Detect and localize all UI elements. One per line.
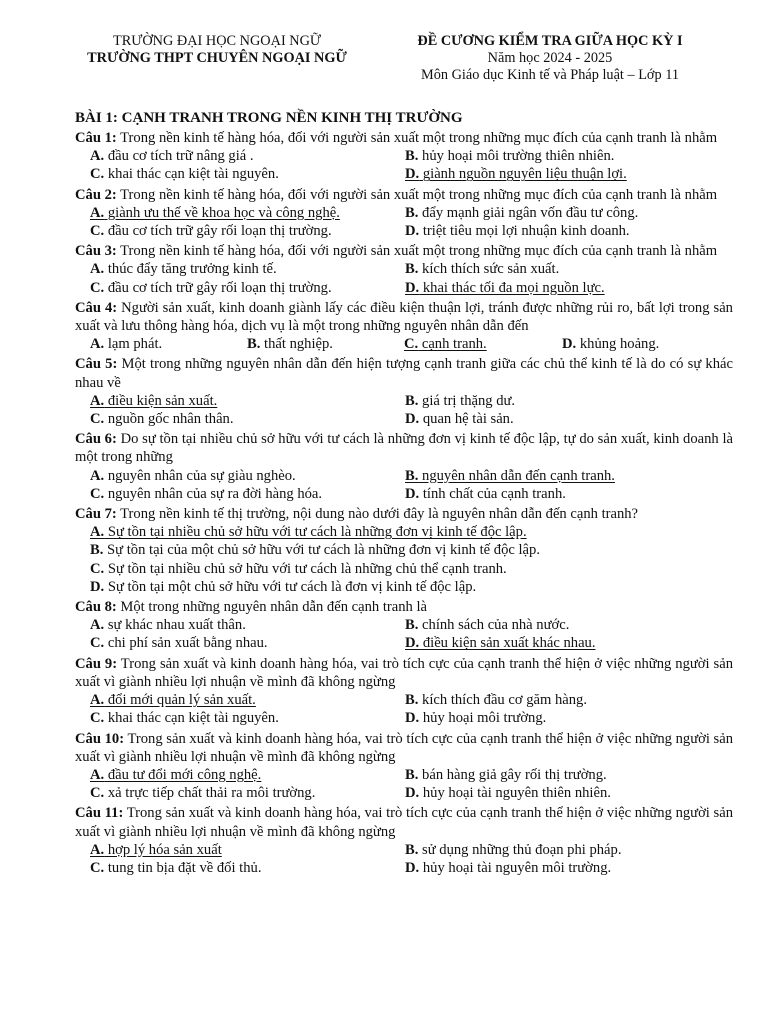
question-label: Câu 9:	[75, 655, 118, 672]
option-text: điều kiện sản xuất khác nhau.	[419, 635, 596, 652]
exam-info-block	[390, 33, 710, 84]
answer-option-content	[405, 785, 611, 801]
answer-option-content	[90, 486, 322, 502]
option-text: đẩy mạnh giải ngân vốn đầu tư công.	[418, 204, 639, 221]
question	[75, 730, 733, 803]
answer-option-content	[405, 205, 638, 221]
answer-option-content	[405, 223, 630, 239]
answer-option-correct	[90, 692, 256, 708]
option-text: quan hệ tài sản.	[419, 411, 514, 428]
answer-option	[90, 616, 405, 634]
option-letter: A.	[90, 204, 105, 221]
question-label: Câu 6:	[75, 431, 117, 448]
answer-option	[90, 784, 405, 802]
answer-option	[405, 467, 730, 485]
question	[75, 242, 733, 297]
answer-option-content	[90, 166, 279, 182]
option-text: kích thích sức sản xuất.	[418, 261, 560, 278]
option-text: khai thác tối đa mọi nguồn lực.	[419, 279, 605, 296]
option-text: thất nghiệp.	[260, 336, 333, 353]
question-label: Câu 5:	[75, 356, 118, 373]
answer-options	[75, 691, 733, 727]
answer-options	[75, 392, 733, 428]
question	[75, 505, 733, 596]
question-text: Một trong những nguyên nhân dẫn đến cạnh tranh là	[116, 599, 428, 616]
answer-option	[90, 335, 247, 353]
answer-option	[247, 335, 404, 353]
question	[75, 129, 733, 184]
answer-option-content	[405, 486, 566, 502]
question	[75, 430, 733, 503]
option-letter: C.	[90, 785, 105, 802]
option-text: điều kiện sản xuất.	[104, 392, 218, 409]
option-text: khai thác cạn kiệt tài nguyên.	[104, 166, 279, 183]
document-body	[75, 108, 733, 879]
option-letter: B.	[405, 617, 419, 634]
option-text: đầu cơ tích trữ gây rối loạn thị trường.	[104, 279, 332, 296]
option-text: hủy hoại môi trường thiên nhiên.	[418, 148, 615, 165]
question	[75, 186, 733, 241]
answer-options	[75, 260, 733, 296]
question-text: Trong nền kinh tế thị trường, nội dung nào dưới đây là nguyên nhân dẫn đến cạnh tranh?	[116, 506, 639, 523]
question-text: Trong sản xuất và kinh doanh hàng hóa, vai trò tích cực của cạnh tranh thể hiện ở việc những người sản xuất vì giành nhiều lợi nhuận về mình đã không ngừng	[75, 655, 733, 690]
option-text: sự khác nhau xuất thân.	[104, 617, 246, 634]
option-text: chi phí sản xuất bằng nhau.	[104, 635, 268, 652]
answer-option-content	[90, 280, 332, 296]
answer-option	[405, 222, 730, 240]
option-text: triệt tiêu mọi lợi nhuận kinh doanh.	[419, 223, 630, 240]
question-stem	[75, 505, 733, 523]
answer-option-content	[90, 148, 254, 164]
answer-option-correct	[404, 336, 487, 352]
question-label: Câu 7:	[75, 506, 117, 523]
question-stem	[75, 129, 733, 147]
option-letter: B.	[405, 692, 419, 709]
option-letter: C.	[90, 166, 105, 183]
answer-option	[90, 165, 405, 183]
option-letter: B.	[405, 204, 419, 221]
option-letter: C.	[90, 223, 105, 240]
answer-option	[90, 841, 405, 859]
answer-option-content	[405, 261, 559, 277]
exam-title: ĐỀ CƯƠNG KIỂM TRA GIỮA HỌC KỲ I	[417, 33, 683, 49]
answer-option-content	[405, 148, 614, 164]
option-text: giành nguồn nguyên liệu thuận lợi.	[419, 166, 627, 183]
option-letter: D.	[405, 710, 420, 727]
answer-options	[75, 335, 733, 353]
answer-option	[405, 165, 730, 183]
option-letter: C.	[90, 859, 105, 876]
option-text: hợp lý hóa sản xuất	[104, 841, 222, 858]
option-text: tính chất của cạnh tranh.	[419, 485, 566, 502]
answer-option-correct	[90, 205, 340, 221]
option-letter: D.	[405, 635, 420, 652]
subject-line: Môn Giáo dục Kinh tế và Pháp luật – Lớp 11	[421, 67, 679, 83]
answer-option-content	[90, 223, 332, 239]
answer-options	[75, 766, 733, 802]
option-text: giành ưu thế về khoa học và công nghệ.	[104, 204, 340, 221]
question-label: Câu 11:	[75, 805, 124, 822]
answer-option	[90, 691, 405, 709]
question-stem	[75, 355, 733, 391]
answer-option-correct	[405, 468, 615, 484]
option-letter: C.	[90, 635, 105, 652]
answer-option	[90, 410, 405, 428]
option-letter: A.	[90, 148, 105, 165]
answer-option-correct	[90, 393, 217, 409]
question-label: Câu 3:	[75, 243, 117, 260]
option-letter: D.	[405, 279, 420, 296]
option-text: giá trị thặng dư.	[418, 392, 516, 409]
answer-option-correct	[90, 524, 527, 540]
answer-option	[90, 709, 405, 727]
answer-option	[90, 222, 405, 240]
answer-option	[405, 279, 730, 297]
section-title: BÀI 1: CẠNH TRANH TRONG NỀN KINH THỊ TRƯỜNG	[75, 110, 463, 126]
question-label: Câu 10:	[75, 730, 125, 747]
question-text: Trong nền kinh tế hàng hóa, đối với người sản xuất một trong những mục đích của cạnh tranh là nhằm	[116, 130, 718, 146]
option-text: đầu cơ tích trữ nâng giá .	[104, 148, 254, 165]
answer-option	[405, 691, 730, 709]
document-header	[0, 33, 768, 93]
option-letter: D.	[405, 859, 420, 876]
question-list	[75, 129, 733, 877]
option-letter: B.	[405, 841, 419, 858]
answer-options	[75, 523, 733, 596]
school-name-block	[72, 33, 362, 67]
answer-option	[90, 523, 733, 541]
option-text: nguyên nhân của sự ra đời hàng hóa.	[104, 485, 323, 502]
university-name: TRƯỜNG ĐẠI HỌC NGOẠI NGỮ	[112, 33, 322, 49]
option-text: chính sách của nhà nước.	[418, 617, 570, 634]
question-label: Câu 2:	[75, 186, 117, 203]
question-label: Câu 8:	[75, 599, 117, 616]
answer-option	[405, 709, 730, 727]
answer-option-content	[90, 336, 162, 352]
question-stem	[75, 598, 733, 616]
question-stem	[75, 430, 733, 466]
question-text: Trong sản xuất và kinh doanh hàng hóa, vai trò tích cực của cạnh tranh thể hiện ở việc những người sản xuất vì giành nhiều lợi nhuận về mình đã không ngừng	[75, 730, 733, 765]
option-letter: D.	[405, 785, 420, 802]
answer-option	[405, 841, 730, 859]
option-text: thúc đẩy tăng trưởng kinh tế.	[104, 261, 277, 278]
answer-option	[405, 392, 730, 410]
answer-option	[90, 260, 405, 278]
option-letter: B.	[247, 336, 261, 353]
answer-option-content	[405, 617, 569, 633]
answer-option	[90, 634, 405, 652]
option-text: lạm phát.	[104, 336, 163, 353]
option-letter: A.	[90, 766, 105, 783]
question-text: Trong nền kinh tế hàng hóa, đối với người sản xuất một trong những mục đích của cạnh tranh là nhằm	[116, 243, 718, 260]
question-stem	[75, 804, 733, 840]
option-letter: C.	[404, 336, 419, 353]
school-year: Năm học 2024 - 2025	[487, 50, 613, 66]
question-text: Do sự tồn tại nhiều chủ sở hữu với tư cách là những đơn vị kinh tế độc lập, tự do sản xuất, kinh doanh là một trong những	[75, 431, 733, 466]
option-letter: C.	[90, 560, 105, 577]
option-letter: C.	[90, 411, 105, 428]
option-text: nguồn gốc nhân thân.	[104, 411, 234, 428]
answer-option	[404, 335, 562, 353]
option-letter: A.	[90, 524, 105, 541]
option-letter: A.	[90, 467, 105, 484]
answer-option-content	[405, 692, 587, 708]
question-text: Người sản xuất, kinh doanh giành lấy các điều kiện thuận lợi, tránh được những rủi ro, bất lợi trong sản xuất và lưu thông hàng hóa, dịch vụ là một trong những nguyên nhân dẫn đến	[75, 299, 733, 335]
answer-options	[75, 147, 733, 183]
answer-option	[405, 204, 730, 222]
question-label: Câu 4:	[75, 299, 118, 316]
answer-option-content	[90, 261, 277, 277]
answer-option	[90, 541, 733, 559]
question-stem	[75, 242, 733, 260]
option-letter: B.	[405, 467, 419, 484]
answer-option-content	[405, 767, 607, 783]
answer-option	[405, 147, 730, 165]
question-stem	[75, 186, 733, 204]
answer-options	[75, 616, 733, 652]
option-letter: A.	[90, 261, 105, 278]
option-letter: C.	[90, 710, 105, 727]
question-text: Trong nền kinh tế hàng hóa, đối với người sản xuất một trong những mục đích của cạnh tranh là nhằm	[116, 186, 718, 203]
answer-option	[405, 410, 730, 428]
option-text: hủy hoại tài nguyên môi trường.	[419, 859, 612, 876]
question	[75, 299, 733, 354]
option-letter: B.	[405, 766, 419, 783]
answer-option-content	[90, 542, 540, 558]
answer-option	[405, 260, 730, 278]
answer-option-content	[405, 411, 514, 427]
option-text: Sự tồn tại nhiều chủ sở hữu với tư cách là những đơn vị kinh tế độc lập.	[104, 524, 527, 541]
option-text: sử dụng những thủ đoạn phi pháp.	[418, 841, 622, 858]
option-text: Sự tồn tại nhiều chủ sở hữu với tư cách là những chủ thể cạnh tranh.	[104, 560, 507, 577]
option-text: cạnh tranh.	[418, 336, 487, 353]
answer-option	[405, 784, 730, 802]
answer-options	[75, 841, 733, 877]
question-text: Một trong những nguyên nhân dẫn đến hiện tượng cạnh tranh giữa các chủ thể kinh tế là do có sự khác nhau về	[75, 356, 733, 391]
option-letter: D.	[90, 578, 105, 595]
answer-option-content	[405, 393, 515, 409]
answer-option-content	[90, 710, 279, 726]
option-letter: C.	[90, 279, 105, 296]
option-letter: B.	[405, 392, 419, 409]
answer-option	[405, 485, 730, 503]
answer-option-content	[90, 785, 315, 801]
answer-option-content	[405, 710, 546, 726]
option-letter: B.	[405, 148, 419, 165]
answer-option	[405, 634, 730, 652]
option-text: Sự tồn tại một chủ sở hữu với tư cách là đơn vị kinh tế độc lập.	[104, 578, 477, 595]
answer-option	[90, 279, 405, 297]
answer-option	[90, 467, 405, 485]
option-text: đầu cơ tích trữ gây rối loạn thị trường.	[104, 223, 332, 240]
answer-option	[90, 859, 405, 877]
answer-option	[405, 859, 730, 877]
answer-options	[75, 467, 733, 503]
answer-option-correct	[405, 280, 605, 296]
option-text: bán hàng giả gây rối thị trường.	[418, 766, 607, 783]
answer-option-content	[90, 617, 246, 633]
answer-option-content	[562, 336, 659, 352]
question	[75, 598, 733, 653]
answer-option-correct	[405, 635, 596, 651]
option-letter: A.	[90, 617, 105, 634]
option-letter: B.	[405, 261, 419, 278]
answer-option-content	[90, 860, 261, 876]
answer-option	[562, 335, 722, 353]
answer-option-content	[90, 468, 296, 484]
answer-option-content	[247, 336, 333, 352]
option-text: nguyên nhân của sự giàu nghèo.	[104, 467, 296, 484]
question-text: Trong sản xuất và kinh doanh hàng hóa, vai trò tích cực của cạnh tranh thể hiện ở việc những người sản xuất vì giành nhiều lợi nhuận về mình đã không ngừng	[75, 805, 734, 840]
answer-option-correct	[405, 166, 627, 182]
option-text: Sự tồn tại của một chủ sở hữu với tư cách là những đơn vị kinh tế độc lập.	[103, 542, 540, 559]
option-text: hủy hoại môi trường.	[419, 710, 547, 727]
option-letter: C.	[90, 485, 105, 502]
option-text: đổi mới quản lý sản xuất.	[104, 692, 256, 709]
option-letter: A.	[90, 841, 105, 858]
answer-option	[90, 766, 405, 784]
option-text: khủng hoảng.	[576, 336, 660, 353]
option-letter: D.	[405, 166, 420, 183]
option-text: đầu tư đổi mới công nghệ.	[104, 766, 262, 783]
answer-option	[405, 616, 730, 634]
answer-option-correct	[90, 767, 261, 783]
answer-option	[90, 578, 733, 596]
answer-option	[90, 485, 405, 503]
answer-option-content	[405, 860, 611, 876]
answer-option-content	[90, 411, 234, 427]
question	[75, 355, 733, 428]
option-letter: D.	[405, 485, 420, 502]
option-text: kích thích đầu cơ găm hàng.	[418, 692, 587, 709]
answer-option	[90, 392, 405, 410]
option-text: hủy hoại tài nguyên thiên nhiên.	[419, 785, 611, 802]
question-stem	[75, 730, 733, 766]
option-text: xả trực tiếp chất thải ra môi trường.	[104, 785, 316, 802]
option-text: khai thác cạn kiệt tài nguyên.	[104, 710, 279, 727]
option-letter: A.	[90, 392, 105, 409]
answer-option	[90, 560, 733, 578]
answer-option-content	[405, 842, 622, 858]
answer-option-correct	[90, 842, 222, 858]
option-letter: D.	[405, 411, 420, 428]
school-name: TRƯỜNG THPT CHUYÊN NGOẠI NGỮ	[87, 50, 347, 66]
option-letter: D.	[405, 223, 420, 240]
option-text: nguyên nhân dẫn đến cạnh tranh.	[418, 467, 615, 484]
answer-option-content	[90, 579, 476, 595]
answer-options	[75, 204, 733, 240]
answer-option-content	[90, 635, 268, 651]
option-letter: A.	[90, 336, 105, 353]
answer-option	[90, 147, 405, 165]
option-text: tung tin bịa đặt về đối thủ.	[104, 859, 262, 876]
answer-option-content	[90, 561, 507, 577]
option-letter: D.	[562, 336, 577, 353]
option-letter: B.	[90, 542, 104, 559]
answer-option	[405, 766, 730, 784]
question-stem	[75, 655, 733, 691]
question-stem	[75, 299, 733, 335]
question	[75, 804, 733, 877]
option-letter: A.	[90, 692, 105, 709]
question	[75, 655, 733, 728]
question-label: Câu 1:	[75, 130, 117, 146]
answer-option	[90, 204, 405, 222]
